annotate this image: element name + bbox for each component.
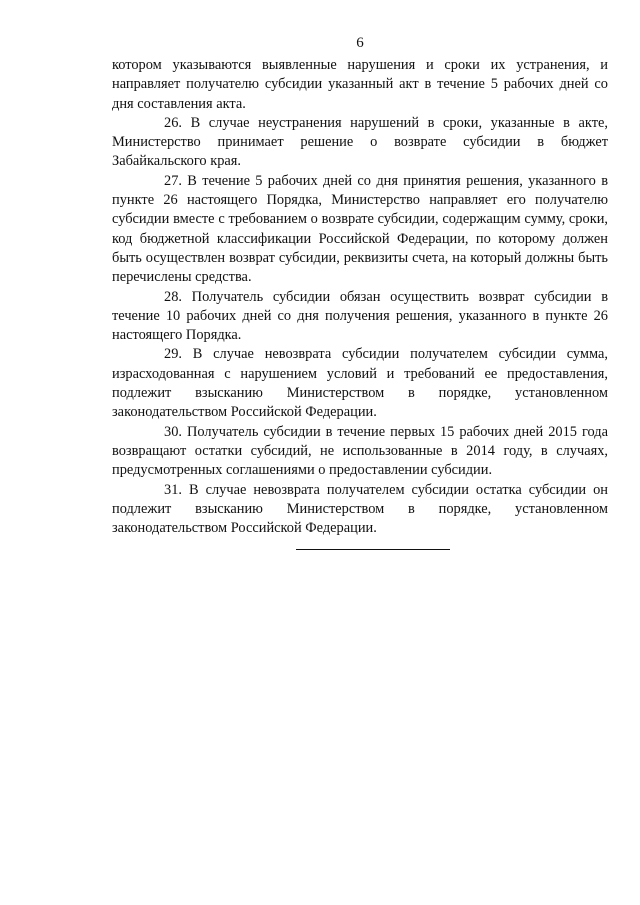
paragraph-continuation: котором указываются выявленные нарушения и сроки их устранения, и направляет получателю субсидии указанный акт в течение 5 рабочих дней со дня составления акта. [112,57,608,112]
paragraph-29: 29. В случае невозврата субсидии получателем субсидии сумма, израсходованная с нарушением условий и требований ее предоставления, подлежит взысканию Министерством в порядке, установленном законодательством Российской Федерации. [112,346,608,421]
paragraph-27: 27. В течение 5 рабочих дней со дня принятия решения, указанного в пункте 26 настоящего Порядка, Министерство направляет его получателю субсидии вместе с требованием о возврате субсидии, содержащим сумму, сроки, код бюджетной классификации Российской Федерации, по которому должен быть осуществлен возврат субсидии, реквизиты счета, на который должны быть перечислены средства. [112,172,608,286]
paragraph-28: 28. Получатель субсидии обязан осуществить возврат субсидии в течение 10 рабочих дней со дня получения решения, указанного в пункте 26 настоящего Порядка. [112,288,608,344]
end-of-document-rule [296,549,450,550]
page-number: 6 [356,35,364,51]
paragraph-30: 30. Получатель субсидии в течение первых 15 рабочих дней 2015 года возвращают остатки субсидий, не использованные в 2014 году, в случаях, предусмотренных соглашениями о предоставлении субсидии. [112,423,608,479]
document-body [112,56,608,538]
paragraph-26: 26. В случае неустранения нарушений в сроки, указанные в акте, Министерство принимает решение о возврате субсидии в бюджет Забайкальского края. [112,114,608,170]
paragraph-31: 31. В случае невозврата получателем субсидии остатка субсидии он подлежит взысканию Министерством в порядке, установленном законодательством Российской Федерации. [112,481,608,537]
